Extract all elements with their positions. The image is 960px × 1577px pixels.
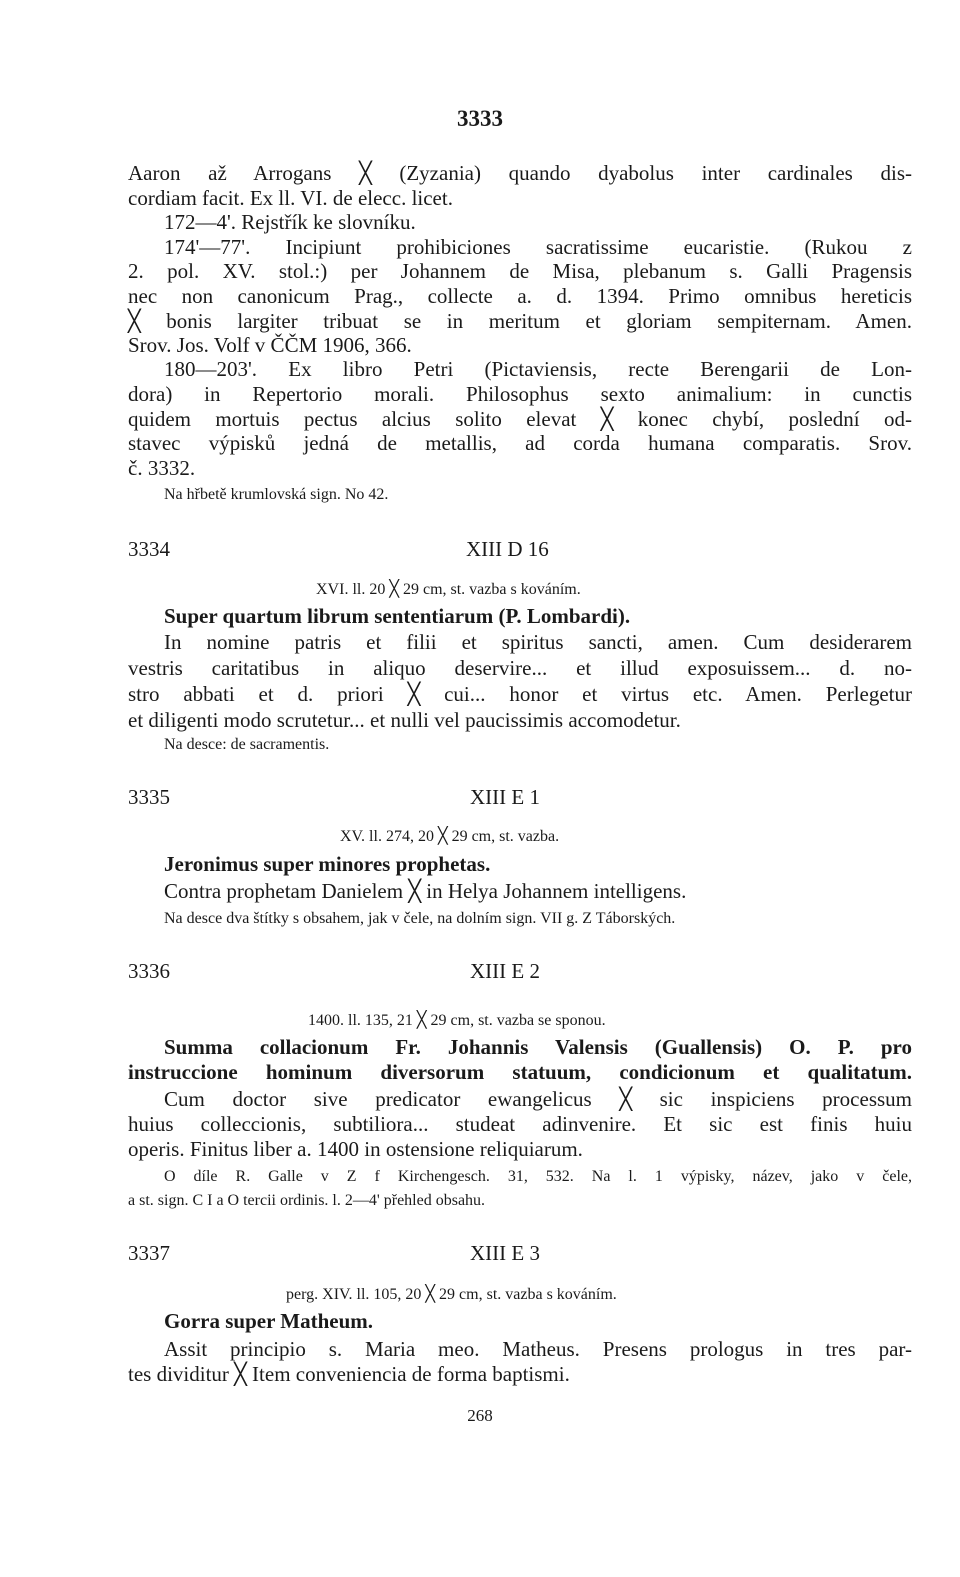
physical-description: XVI. ll. 20 ╳ 29 cm, st. vazba s kováním. bbox=[316, 581, 581, 598]
entry-number: 3335 bbox=[128, 785, 170, 809]
text-line: nec non canonicum Prag., collecte a. d. 1394. Primo omnibus hereticis bbox=[128, 284, 912, 308]
page-number: 268 bbox=[467, 1406, 493, 1425]
text-line: vestris caritatibus in aliquo deservire... et illud exposuissem... d. no- bbox=[128, 656, 912, 680]
entry-note: a st. sign. C I a O tercii ordinis. l. 2—4' přehled obsahu. bbox=[128, 1192, 486, 1209]
text-line: Aaron až Arrogans ╳ (Zyzania) quando dyabolus inter cardinales dis- bbox=[128, 161, 912, 185]
text-line: et diligenti modo scrutetur... et nulli vel paucissimis accomodetur. bbox=[128, 708, 681, 732]
entry-note: Na hřbetě krumlovská sign. No 42. bbox=[164, 486, 389, 503]
entry-title: Summa collacionum Fr. Johannis Valensis (Guallensis) O. P. pro bbox=[164, 1035, 912, 1059]
text-line: ╳ bonis largiter tribuat se in meritum et gloriam sempiternam. Amen. bbox=[128, 309, 912, 333]
entry-number: 3337 bbox=[128, 1241, 170, 1265]
physical-description: perg. XIV. ll. 105, 20 ╳ 29 cm, st. vazba s kováním. bbox=[286, 1286, 617, 1303]
text-line: dora) in Repertorio morali. Philosophus sexto animalium: in cunctis bbox=[128, 382, 912, 406]
text-line: stavec výpisků jedná de metallis, ad corda humana comparatis. Srov. bbox=[128, 431, 912, 455]
text-line: stro abbati et d. priori ╳ cui... honor et virtus etc. Amen. Perlegetur bbox=[128, 682, 912, 706]
entry-title: Super quartum librum sententiarum (P. Lombardi). bbox=[164, 604, 631, 628]
physical-description: XV. ll. 274, 20 ╳ 29 cm, st. vazba. bbox=[340, 828, 560, 845]
shelf-signature: XIII E 2 bbox=[470, 959, 540, 983]
entry-title: Gorra super Matheum. bbox=[164, 1309, 374, 1333]
text-line: quidem mortuis pectus alcius solito elevat ╳ konec chybí, poslední od- bbox=[128, 407, 912, 431]
text-line: operis. Finitus liber a. 1400 in ostensione reliquiarum. bbox=[128, 1137, 583, 1161]
text-line: Cum doctor sive predicator ewangelicus ╳ sic inspiciens processum bbox=[164, 1087, 912, 1111]
text-line: Assit principio s. Maria meo. Matheus. Presens prologus in tres par- bbox=[164, 1337, 912, 1361]
text-line: 174'—77'. Incipiunt prohibiciones sacratissime eucaristie. (Rukou z bbox=[164, 235, 912, 259]
text-line: In nomine patris et filii et spiritus sancti, amen. Cum desiderarem bbox=[164, 630, 912, 654]
text-line: 180—203'. Ex libro Petri (Pictaviensis, recte Berengarii de Lon- bbox=[164, 357, 912, 381]
shelf-signature: XIII D 16 bbox=[466, 537, 549, 561]
shelf-signature: XIII E 1 bbox=[470, 785, 540, 809]
text-line: 2. pol. XV. stol.:) per Johannem de Misa, plebanum s. Galli Pragensis bbox=[128, 259, 912, 283]
entry-note: O díle R. Galle v Z f Kirchengesch. 31, 532. Na l. 1 výpisky, název, jako v čele, bbox=[164, 1168, 912, 1185]
text-line: č. 3332. bbox=[128, 456, 196, 480]
entry-title: Jeronimus super minores prophetas. bbox=[164, 852, 491, 876]
physical-description: 1400. ll. 135, 21 ╳ 29 cm, st. vazba se sponou. bbox=[308, 1012, 606, 1029]
text-line: cordiam facit. Ex ll. VI. de elecc. licet. bbox=[128, 186, 453, 210]
text-line: Contra prophetam Danielem ╳ in Helya Johannem intelligens. bbox=[164, 879, 687, 903]
entry-number: 3334 bbox=[128, 537, 170, 561]
entry-note: Na desce: de sacramentis. bbox=[164, 736, 330, 753]
entry-title: instruccione hominum diversorum statuum, condicionum et qualitatum. bbox=[128, 1060, 912, 1084]
text-line: Srov. Jos. Volf v ČČM 1906, 366. bbox=[128, 333, 412, 357]
text-line: tes dividitur ╳ Item conveniencia de forma baptismi. bbox=[128, 1362, 570, 1386]
entry-number: 3336 bbox=[128, 959, 170, 983]
running-head: 3333 bbox=[457, 106, 503, 131]
entry-note: Na desce dva štítky s obsahem, jak v čele, na dolním sign. VII g. Z Táborských. bbox=[164, 910, 676, 927]
text-line: huius colleccionis, subtiliora... studeat adinvenire. Et sic est finis huiu bbox=[128, 1112, 912, 1136]
text-line: 172—4'. Rejstřík ke slovníku. bbox=[164, 210, 416, 234]
shelf-signature: XIII E 3 bbox=[470, 1241, 540, 1265]
